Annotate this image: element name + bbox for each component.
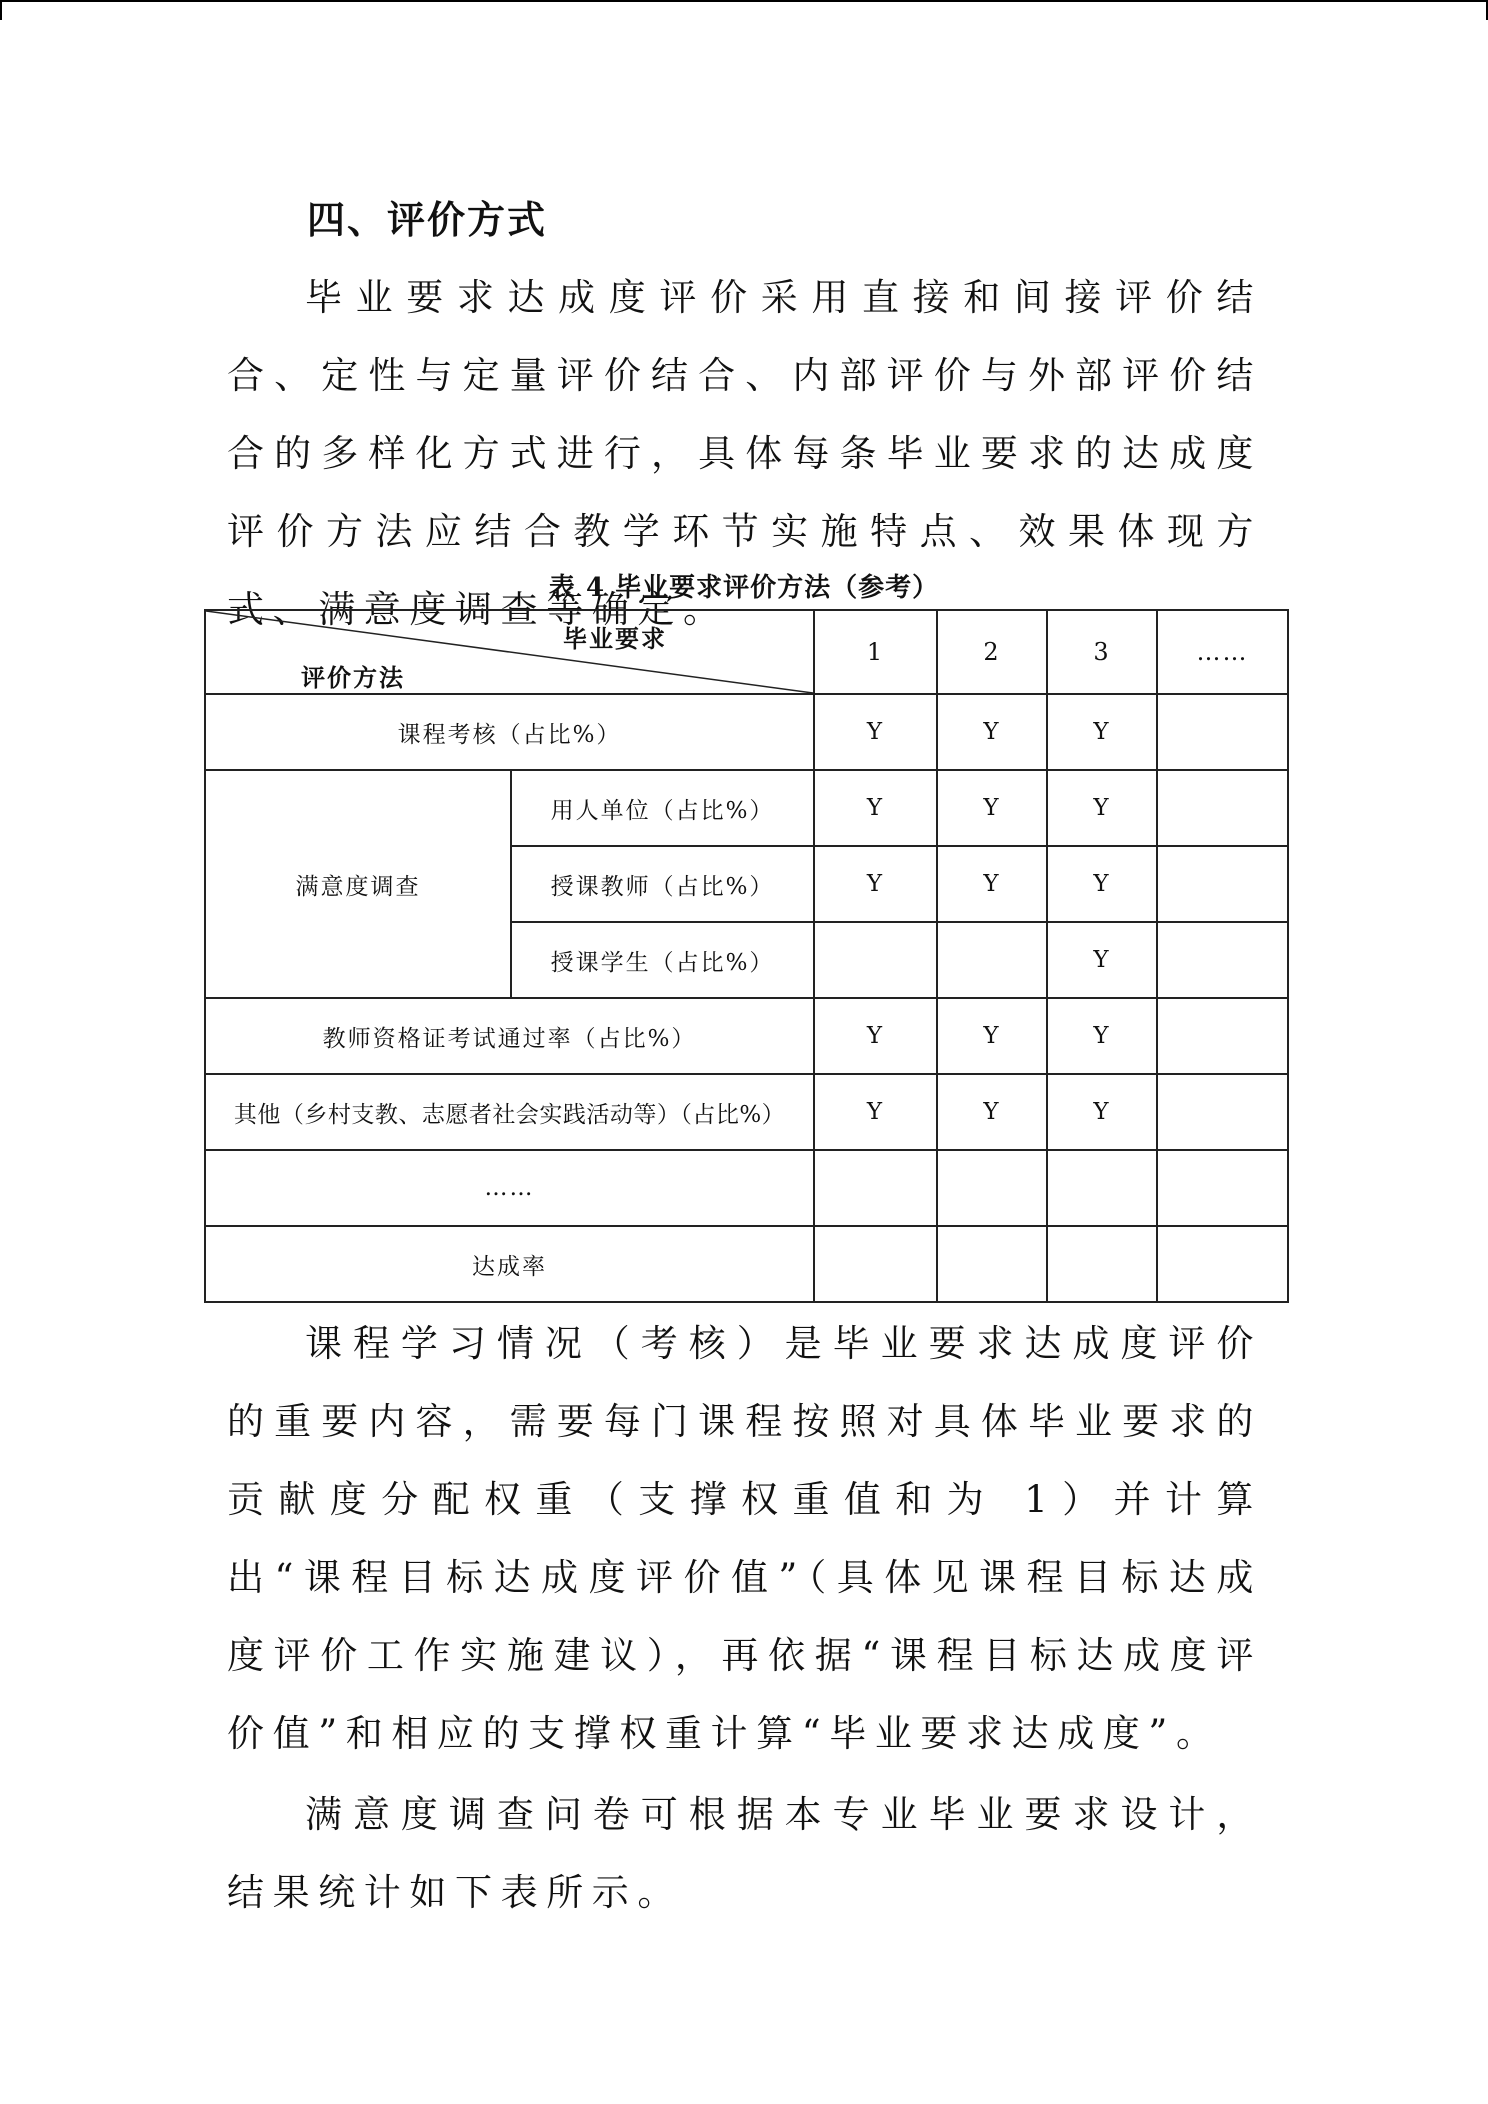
row-label-more: …… [205,1150,814,1226]
table-row [205,998,1288,1074]
table-cell [1047,1226,1157,1302]
table-cell [1157,1074,1288,1150]
table-cell: Y [814,770,937,846]
table-row [205,694,1288,770]
table-cell: Y [937,694,1047,770]
table-cell: Y [1047,846,1157,922]
column-header-3: 3 [1047,610,1157,694]
table-cell [814,1150,937,1226]
table-cell [1157,1150,1288,1226]
table-row [205,1226,1288,1302]
header-evaluation-method: 评价方法 [301,663,405,692]
table-cell [1157,998,1288,1074]
row-label-other: 其他（乡村支教、志愿者社会实践活动等）（占比%） [205,1074,814,1150]
table-cell: Y [937,998,1047,1074]
row-label-achievement-rate: 达成率 [205,1226,814,1302]
row-label-teacher: 授课教师（占比%） [511,846,814,922]
page-top-border [0,0,1488,2]
paragraph-satisfaction-survey: 满意度调查问卷可根据本专业毕业要求设计，结果统计如下表所示。 [227,1793,1262,1914]
table-cell [937,922,1047,998]
row-label-course-exam: 课程考核（占比%） [205,694,814,770]
table-cell: Y [937,770,1047,846]
table-cell: Y [937,846,1047,922]
table-caption: 表 4 毕业要求评价方法（参考） [548,573,940,603]
diagonal-line [206,611,813,693]
table-header-row [205,610,1288,694]
table-cell [1157,770,1288,846]
table-cell: Y [1047,694,1157,770]
table-cell [937,1150,1047,1226]
row-label-student: 授课学生（占比%） [511,922,814,998]
table-cell: Y [1047,1074,1157,1150]
paragraph-evaluation-approach: 毕业要求达成度评价采用直接和间接评价结合、定性与定量评价结合、内部评价与外部评价结合的多样化方式进行，具体每条毕业要求的达成度评价方法应结合教学环节实施特点、效果体现方式、满意度调查等确定。 [227,276,1262,631]
table-cell: Y [1047,998,1157,1074]
table-cell: Y [814,1074,937,1150]
table-cell [1047,1150,1157,1226]
row-group-satisfaction-survey: 满意度调查 [205,770,511,998]
section-heading: 四、评价方式 [307,197,548,242]
table-row [205,770,1288,846]
table-cell [814,922,937,998]
evaluation-method-table [204,609,1289,1303]
page-left-border [0,0,2,20]
paragraph-course-assessment: 课程学习情况（考核）是毕业要求达成度评价的重要内容，需要每门课程按照对具体毕业要求的贡献度分配权重（支撑权重值和为 1）并计算出“课程目标达成度评价值”（具体见课程目标达成度评价工作实施建议），再依据“课程目标达成度评价值”和相应的支撑权重计算“毕业要求达成度”。 [227,1322,1262,1755]
row-label-teacher-cert: 教师资格证考试通过率（占比%） [205,998,814,1074]
table-cell: Y [814,694,937,770]
column-header-more: …… [1157,610,1288,694]
column-header-1: 1 [814,610,937,694]
column-header-2: 2 [937,610,1047,694]
table-cell: Y [1047,922,1157,998]
table-row [205,1074,1288,1150]
table-row [205,1150,1288,1226]
table-cell: Y [1047,770,1157,846]
table-cell: Y [937,1074,1047,1150]
table-cell [1157,694,1288,770]
table-cell [937,1226,1047,1302]
table-cell [1157,846,1288,922]
table-cell [814,1226,937,1302]
table-cell [1157,922,1288,998]
header-graduation-requirement: 毕业要求 [563,624,667,653]
table-cell: Y [814,846,937,922]
table-cell: Y [814,998,937,1074]
diagonal-header-cell [205,610,814,694]
row-label-employer: 用人单位（占比%） [511,770,814,846]
table-cell [1157,1226,1288,1302]
